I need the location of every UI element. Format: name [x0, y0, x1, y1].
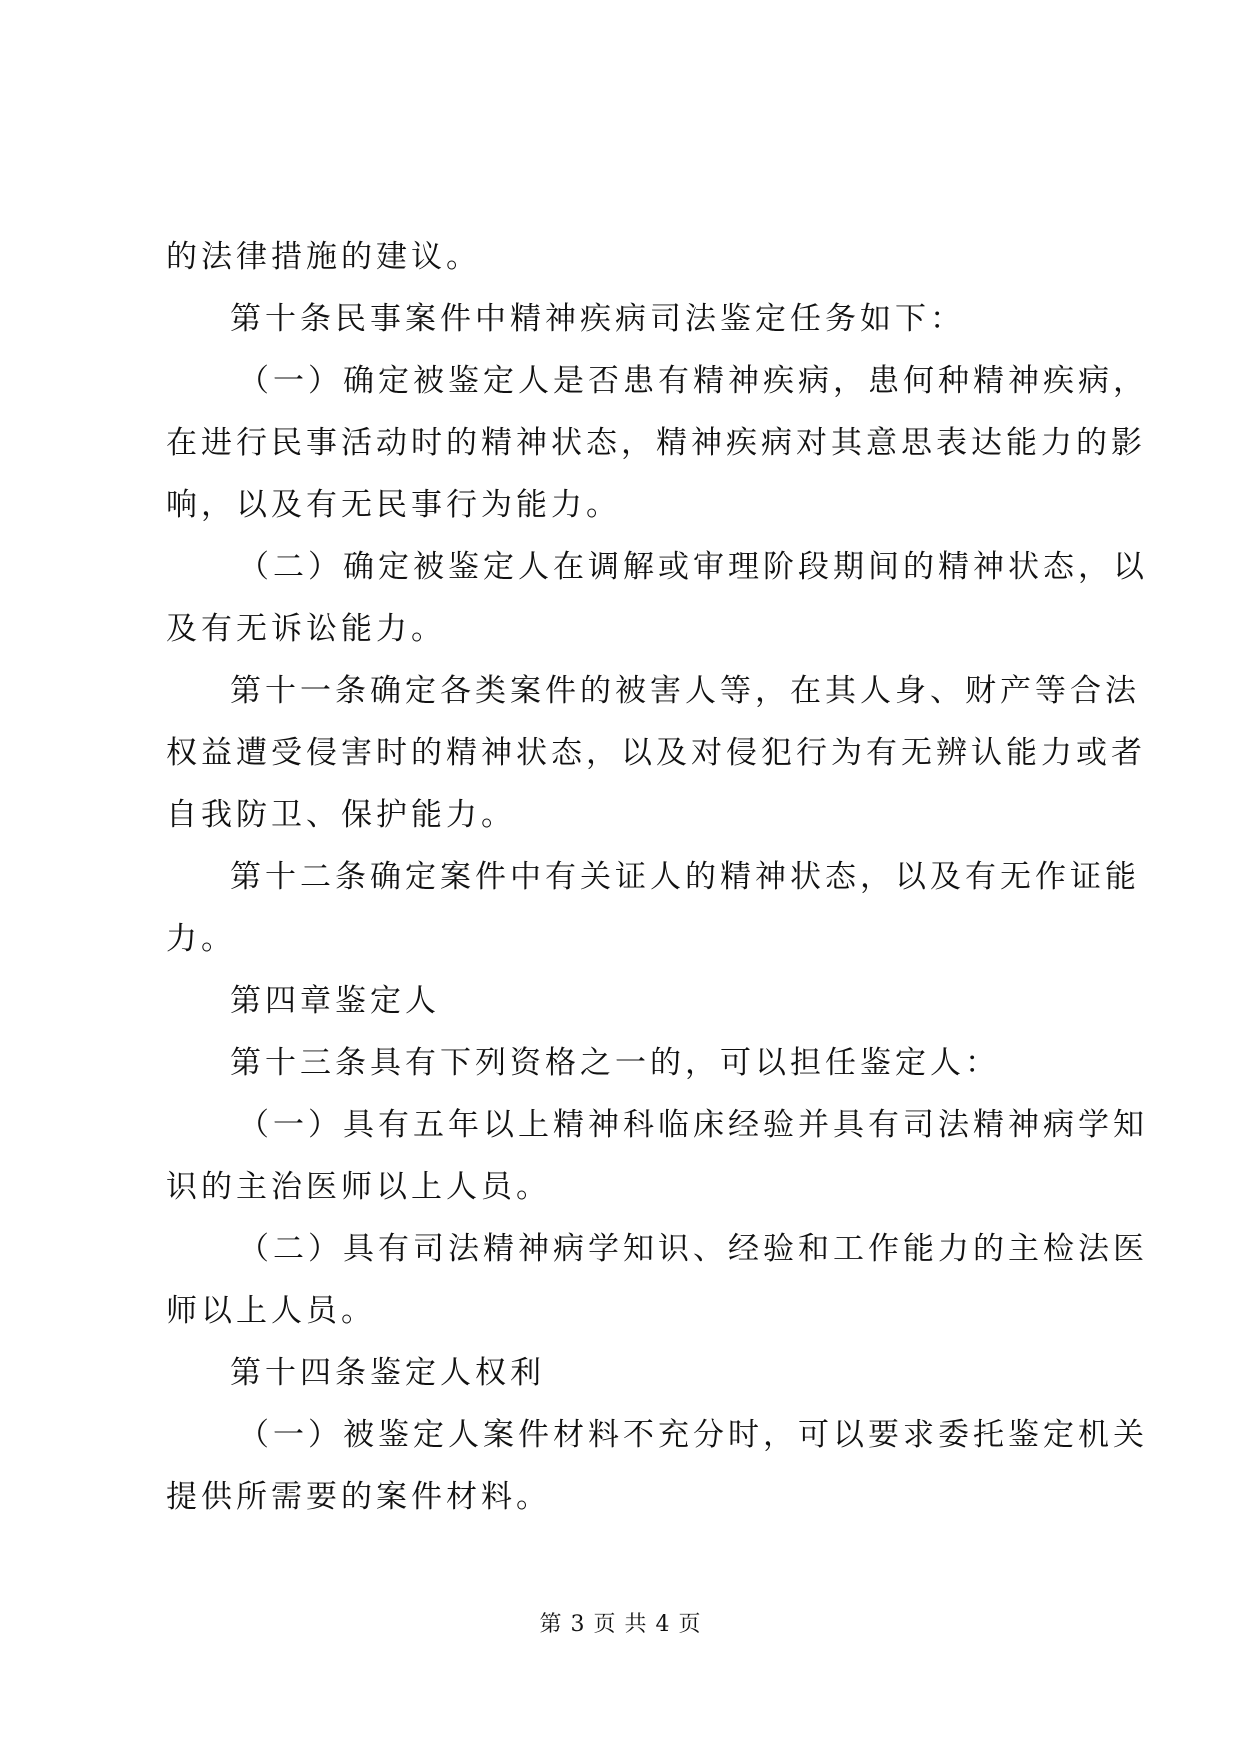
text-line: （二）确定被鉴定人在调解或审理阶段期间的精神状态，以 — [238, 549, 1148, 585]
text-line: 的法律措施的建议。 — [166, 239, 481, 275]
text-line: 权益遭受侵害时的精神状态，以及对侵犯行为有无辨认能力或者 — [166, 735, 1146, 771]
page-footer: 第 3 页 共 4 页 — [539, 1612, 702, 1637]
text-line: 提供所需要的案件材料。 — [166, 1479, 551, 1515]
document-body — [166, 226, 1148, 1528]
text-line: 自我防卫、保护能力。 — [166, 797, 516, 833]
text-line: （一）具有五年以上精神科临床经验并具有司法精神病学知 — [238, 1107, 1148, 1143]
text-line: （一）被鉴定人案件材料不充分时，可以要求委托鉴定机关 — [238, 1417, 1148, 1453]
text-line: 第十条民事案件中精神疾病司法鉴定任务如下： — [230, 301, 965, 337]
text-line: 第十二条确定案件中有关证人的精神状态，以及有无作证能 — [230, 859, 1140, 895]
text-line: 力。 — [166, 921, 236, 957]
text-line: 第十四条鉴定人权利 — [230, 1355, 545, 1391]
text-line: 第十一条确定各类案件的被害人等，在其人身、财产等合法 — [230, 673, 1140, 709]
text-line: （一）确定被鉴定人是否患有精神疾病，患何种精神疾病， — [238, 363, 1148, 399]
text-line: 在进行民事活动时的精神状态，精神疾病对其意思表达能力的影 — [166, 425, 1146, 461]
text-line: （二）具有司法精神病学知识、经验和工作能力的主检法医 — [238, 1231, 1148, 1267]
text-line: 响，以及有无民事行为能力。 — [166, 487, 621, 523]
chapter-heading: 第四章鉴定人 — [230, 983, 440, 1019]
text-line: 第十三条具有下列资格之一的，可以担任鉴定人： — [230, 1045, 1000, 1081]
text-line: 师以上人员。 — [166, 1293, 376, 1329]
text-line: 及有无诉讼能力。 — [166, 611, 446, 647]
text-line: 识的主治医师以上人员。 — [166, 1169, 551, 1205]
